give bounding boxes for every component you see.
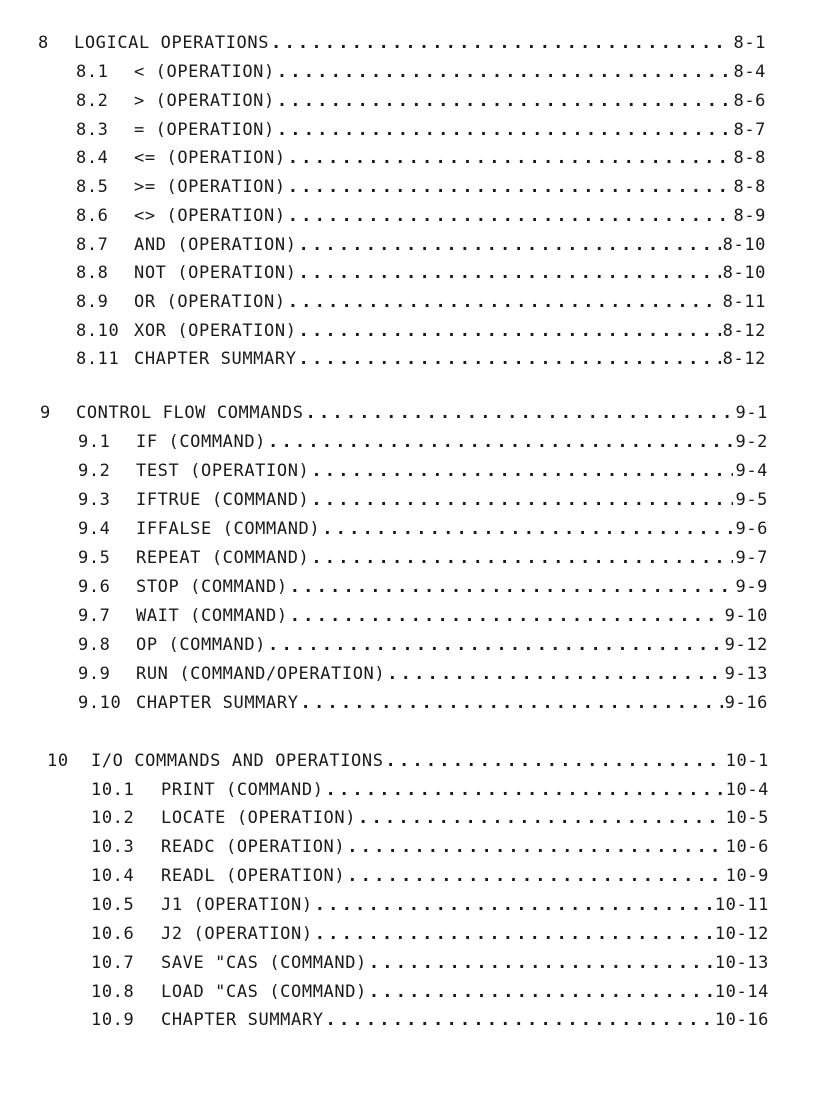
- section-title: RUN (COMMAND/OPERATION): [136, 664, 386, 684]
- section-page: 8-12: [722, 349, 766, 369]
- toc-entry-10-8: [91, 979, 769, 1005]
- section-page: 8-4: [733, 62, 766, 82]
- toc-entry-8-3: [76, 117, 766, 143]
- chapter-title: I/O COMMANDS AND OPERATIONS: [91, 751, 384, 771]
- dot-leader: [311, 487, 733, 513]
- dot-leader: [299, 346, 721, 372]
- dot-leader: [288, 145, 732, 171]
- toc-entry-8-10: [76, 318, 766, 344]
- dot-leader: [288, 174, 732, 200]
- toc-entry-10-1: [91, 777, 769, 803]
- section-number: 9.2: [78, 461, 111, 481]
- section-title: STOP (COMMAND): [136, 577, 288, 597]
- section-title: READC (OPERATION): [161, 837, 346, 857]
- section-number: 10.4: [91, 866, 135, 886]
- chapter-number: 8: [38, 33, 49, 53]
- dot-leader: [288, 203, 732, 229]
- section-number: 9.1: [78, 432, 111, 452]
- dot-leader: [386, 748, 724, 774]
- dot-leader: [306, 400, 734, 426]
- section-number: 8.5: [76, 177, 109, 197]
- section-number: 10.6: [91, 924, 135, 944]
- section-page: 10-5: [725, 808, 769, 828]
- section-number: 10.3: [91, 837, 135, 857]
- dot-leader: [315, 921, 713, 947]
- section-title: REPEAT (COMMAND): [136, 548, 310, 568]
- section-page: 8-8: [733, 148, 766, 168]
- toc-entry-9-7: [78, 603, 768, 629]
- dot-leader: [347, 834, 723, 860]
- section-title: >= (OPERATION): [134, 177, 286, 197]
- section-number: 9.7: [78, 606, 111, 626]
- toc-entry-10-5: [91, 892, 769, 918]
- section-number: 8.7: [76, 235, 109, 255]
- toc-entry-10-9: [91, 1007, 769, 1033]
- section-page: 9-5: [735, 490, 768, 510]
- section-number: 10.8: [91, 982, 135, 1002]
- dot-leader: [268, 429, 733, 455]
- section-number: 9.3: [78, 490, 111, 510]
- toc-entry-10-3: [91, 834, 769, 860]
- dot-leader: [326, 777, 724, 803]
- section-title: CHAPTER SUMMARY: [134, 349, 297, 369]
- toc-chapter-9: [40, 400, 768, 426]
- section-title: < (OPERATION): [134, 62, 275, 82]
- section-title: READL (OPERATION): [161, 866, 346, 886]
- section-page: 10-13: [714, 953, 769, 973]
- section-number: 9.10: [78, 693, 122, 713]
- chapter-page: 8-1: [733, 33, 766, 53]
- toc-entry-9-3: [78, 487, 768, 513]
- toc-entry-9-8: [78, 632, 768, 658]
- section-page: 8-10: [722, 263, 766, 283]
- section-title: IFFALSE (COMMAND): [136, 519, 321, 539]
- section-title: XOR (OPERATION): [134, 321, 297, 341]
- dot-leader: [347, 863, 723, 889]
- section-page: 9-6: [735, 519, 768, 539]
- section-page: 9-12: [724, 635, 768, 655]
- section-title: AND (OPERATION): [134, 235, 297, 255]
- dot-leader: [299, 260, 721, 286]
- toc-entry-10-4: [91, 863, 769, 889]
- section-number: 10.9: [91, 1010, 135, 1030]
- section-number: 9.9: [78, 664, 111, 684]
- section-title: LOAD "CAS (COMMAND): [161, 982, 367, 1002]
- toc-entry-9-9: [78, 661, 768, 687]
- toc-entry-10-2: [91, 805, 769, 831]
- section-title: <= (OPERATION): [134, 148, 286, 168]
- dot-leader: [290, 574, 734, 600]
- dot-leader: [299, 232, 721, 258]
- dot-leader: [299, 318, 721, 344]
- section-page: 10-6: [725, 837, 769, 857]
- section-number: 9.6: [78, 577, 111, 597]
- section-page: 10-11: [714, 895, 769, 915]
- toc-entry-9-2: [78, 458, 768, 484]
- section-title: OP (COMMAND): [136, 635, 267, 655]
- section-page: 10-16: [714, 1010, 769, 1030]
- section-page: 8-7: [733, 120, 766, 140]
- chapter-title: LOGICAL OPERATIONS: [74, 33, 270, 53]
- toc-entry-8-5: [76, 174, 766, 200]
- toc-entry-9-1: [78, 429, 768, 455]
- section-title: IF (COMMAND): [136, 432, 267, 452]
- section-number: 9.8: [78, 635, 111, 655]
- section-page: 8-6: [733, 91, 766, 111]
- section-title: <> (OPERATION): [134, 206, 286, 226]
- section-title: PRINT (COMMAND): [161, 780, 324, 800]
- section-title: OR (OPERATION): [134, 292, 286, 312]
- section-number: 10.5: [91, 895, 135, 915]
- toc-entry-8-4: [76, 145, 766, 171]
- section-number: 9.4: [78, 519, 111, 539]
- dot-leader: [369, 950, 713, 976]
- section-page: 10-4: [725, 780, 769, 800]
- section-page: 8-9: [733, 206, 766, 226]
- section-number: 8.3: [76, 120, 109, 140]
- dot-leader: [311, 545, 733, 571]
- toc-entry-10-6: [91, 921, 769, 947]
- toc-entry-8-8: [76, 260, 766, 286]
- toc-entry-10-7: [91, 950, 769, 976]
- section-page: 10-9: [725, 866, 769, 886]
- section-number: 8.1: [76, 62, 109, 82]
- dot-leader: [277, 59, 732, 85]
- section-page: 8-12: [722, 321, 766, 341]
- section-title: WAIT (COMMAND): [136, 606, 288, 626]
- dot-leader: [277, 117, 732, 143]
- section-page: 8-8: [733, 177, 766, 197]
- section-number: 8.2: [76, 91, 109, 111]
- toc-entry-9-6: [78, 574, 768, 600]
- section-number: 10.1: [91, 780, 135, 800]
- dot-leader: [288, 289, 721, 315]
- toc-entry-9-5: [78, 545, 768, 571]
- toc-chapter-8: [38, 30, 766, 56]
- section-number: 8.8: [76, 263, 109, 283]
- dot-leader: [271, 30, 731, 56]
- dot-leader: [277, 88, 732, 114]
- section-page: 8-10: [722, 235, 766, 255]
- section-title: SAVE "CAS (COMMAND): [161, 953, 367, 973]
- section-page: 9-13: [724, 664, 768, 684]
- section-title: J2 (OPERATION): [161, 924, 313, 944]
- toc-entry-8-9: [76, 289, 766, 315]
- chapter-page: 10-1: [725, 751, 769, 771]
- section-number: 10.7: [91, 953, 135, 973]
- dot-leader: [326, 1007, 713, 1033]
- section-title: IFTRUE (COMMAND): [136, 490, 310, 510]
- chapter-number: 9: [40, 403, 51, 423]
- dot-leader: [322, 516, 733, 542]
- dot-leader: [369, 979, 713, 1005]
- dot-leader: [311, 458, 733, 484]
- section-number: 10.2: [91, 808, 135, 828]
- section-page: 9-16: [724, 693, 768, 713]
- section-page: 8-11: [722, 292, 766, 312]
- toc-entry-8-11: [76, 346, 766, 372]
- section-title: CHAPTER SUMMARY: [136, 693, 299, 713]
- chapter-number: 10: [47, 751, 69, 771]
- toc-entry-8-6: [76, 203, 766, 229]
- section-title: LOCATE (OPERATION): [161, 808, 357, 828]
- section-title: CHAPTER SUMMARY: [161, 1010, 324, 1030]
- toc-chapter-10: [47, 748, 769, 774]
- dot-leader: [290, 603, 723, 629]
- section-title: = (OPERATION): [134, 120, 275, 140]
- section-title: NOT (OPERATION): [134, 263, 297, 283]
- toc-entry-8-2: [76, 88, 766, 114]
- section-page: 9-4: [735, 461, 768, 481]
- dot-leader: [268, 632, 723, 658]
- section-number: 8.6: [76, 206, 109, 226]
- chapter-page: 9-1: [735, 403, 768, 423]
- section-page: 10-14: [714, 982, 769, 1002]
- section-title: TEST (OPERATION): [136, 461, 310, 481]
- section-number: 9.5: [78, 548, 111, 568]
- section-title: > (OPERATION): [134, 91, 275, 111]
- dot-leader: [315, 892, 713, 918]
- toc-entry-8-1: [76, 59, 766, 85]
- section-page: 9-2: [735, 432, 768, 452]
- section-page: 10-12: [714, 924, 769, 944]
- section-number: 8.9: [76, 292, 109, 312]
- section-page: 9-9: [735, 577, 768, 597]
- section-page: 9-10: [724, 606, 768, 626]
- chapter-title: CONTROL FLOW COMMANDS: [76, 403, 304, 423]
- section-page: 9-7: [735, 548, 768, 568]
- dot-leader: [301, 690, 723, 716]
- toc-entry-9-4: [78, 516, 768, 542]
- dot-leader: [358, 805, 724, 831]
- section-title: J1 (OPERATION): [161, 895, 313, 915]
- section-number: 8.10: [76, 321, 120, 341]
- toc-entry-9-10: [78, 690, 768, 716]
- section-number: 8.11: [76, 349, 120, 369]
- toc-entry-8-7: [76, 232, 766, 258]
- section-number: 8.4: [76, 148, 109, 168]
- dot-leader: [387, 661, 722, 687]
